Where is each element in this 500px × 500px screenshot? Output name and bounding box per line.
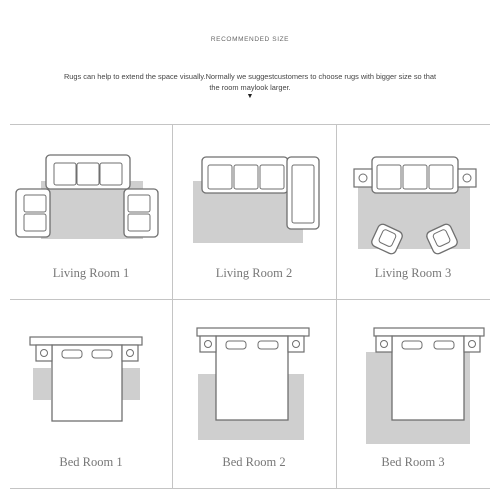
chaise-cushion: [292, 165, 314, 223]
lamp-icon: [205, 341, 212, 348]
living-room-2-panel: [172, 125, 336, 299]
recommended-size-title: RECOMMENDED SIZE: [210, 36, 290, 43]
headboard: [197, 328, 309, 336]
pillow: [402, 341, 422, 349]
armchair-cushion: [128, 195, 150, 212]
rug-size-grid: [10, 124, 490, 489]
lamp-icon: [381, 341, 388, 348]
lamp-icon: [41, 350, 48, 357]
pillow: [258, 341, 278, 349]
pillow: [434, 341, 454, 349]
down-arrow-icon: ▼: [246, 93, 254, 100]
sofa-cushion: [403, 165, 427, 189]
armchair-cushion: [24, 214, 46, 231]
living-room-1-panel: [10, 125, 172, 299]
living-room-3-panel: [336, 125, 490, 299]
description-text: Rugs can help to extend the space visually.Normally we suggestcustomers to choose rugs with bigger size so that the room maylook larger.: [63, 72, 437, 92]
lamp-icon: [293, 341, 300, 348]
room-label: Living Room 2: [215, 266, 293, 280]
sofa-cushion: [77, 163, 99, 185]
pillow: [62, 350, 82, 358]
sofa-cushion: [377, 165, 401, 189]
pillow: [226, 341, 246, 349]
headboard: [374, 328, 484, 336]
bed-room-2-panel: [172, 300, 336, 488]
room-label: Living Room 1: [52, 266, 130, 280]
room-label: Living Room 3: [374, 266, 452, 280]
sofa-cushion: [234, 165, 258, 189]
armchair-cushion: [24, 195, 46, 212]
headboard: [30, 337, 142, 345]
sofa-cushion: [100, 163, 122, 185]
room-label: Bed Room 2: [222, 455, 286, 469]
sofa-cushion: [260, 165, 284, 189]
lamp-icon: [359, 174, 367, 182]
lamp-icon: [463, 174, 471, 182]
room-label: Bed Room 3: [381, 455, 445, 469]
bed-room-1-panel: [10, 300, 172, 488]
sofa-cushion: [208, 165, 232, 189]
sofa-cushion: [429, 165, 453, 189]
pillow: [92, 350, 112, 358]
bed-room-3-panel: [336, 300, 490, 488]
rug: [33, 368, 51, 400]
room-label: Bed Room 1: [59, 455, 123, 469]
lamp-icon: [127, 350, 134, 357]
lamp-icon: [469, 341, 476, 348]
rug: [122, 368, 140, 400]
sofa-cushion: [54, 163, 76, 185]
armchair-cushion: [128, 214, 150, 231]
